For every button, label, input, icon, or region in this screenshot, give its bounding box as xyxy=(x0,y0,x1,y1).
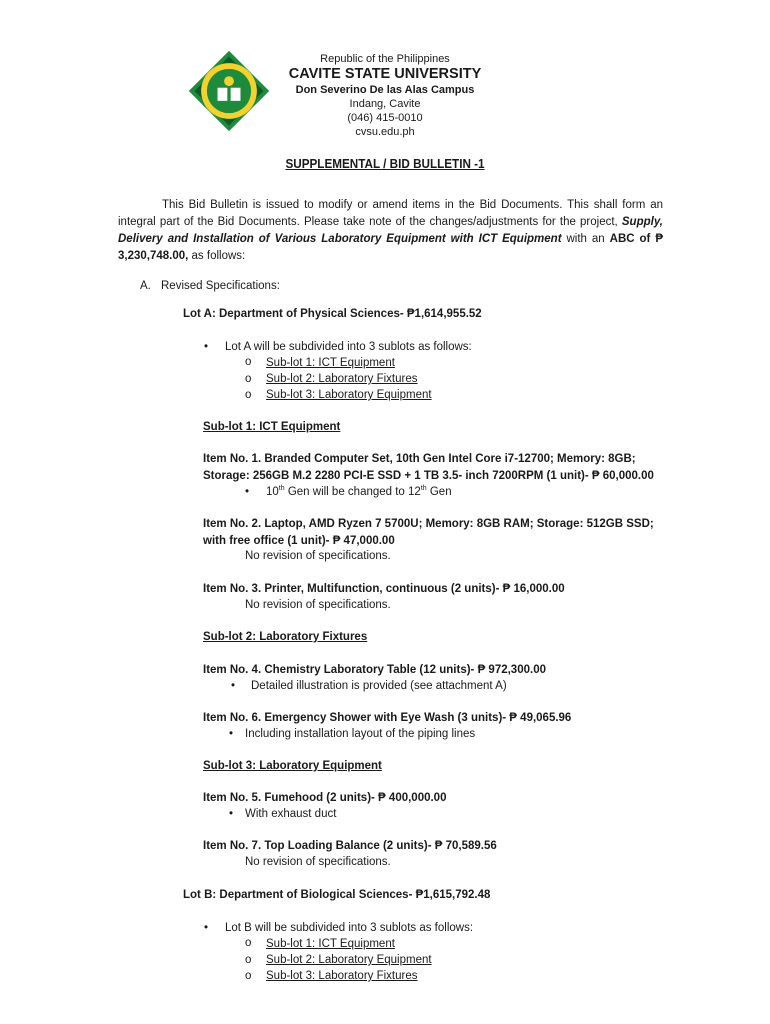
lot-b-bullet: Lot B will be subdivided into 3 sublots as follows: xyxy=(225,922,474,934)
sublot-3-heading: Sub-lot 3: Laboratory Equipment xyxy=(203,760,382,772)
item-1-line-2: Storage: 256GB M.2 2280 PCI-E SSD + 1 TB 3.5- inch 7200RPM (1 unit)- ₱ 60,000.00 xyxy=(203,470,654,482)
item-5: Item No. 5. Fumehood (2 units)- ₱ 400,000.00 xyxy=(203,792,447,804)
item-1-note: 10th Gen will be changed to 12th Gen xyxy=(266,485,452,498)
item-5-note: With exhaust duct xyxy=(245,808,337,820)
sublot-1-heading: Sub-lot 1: ICT Equipment xyxy=(203,421,341,433)
item-6: Item No. 6. Emergency Shower with Eye Wash (3 units)- ₱ 49,065.96 xyxy=(203,712,572,724)
item-2-line-2: with free office (1 unit)- ₱ 47,000.00 xyxy=(203,535,395,547)
item-6-note: Including installation layout of the piping lines xyxy=(245,728,476,740)
project-name: Supply, Delivery and Installation of Various Laboratory Equipment with ICT Equipment xyxy=(118,216,663,245)
circle-bullet-icon: o xyxy=(245,373,252,385)
circle-bullet-icon: o xyxy=(245,389,252,401)
item-3: Item No. 3. Printer, Multifunction, continuous (2 units)- ₱ 16,000.00 xyxy=(203,583,565,595)
document-title: SUPPLEMENTAL / BID BULLETIN -1 xyxy=(285,156,485,171)
intro-text-1: This Bid Bulletin is issued to modify or amend items in the Bid Documents. This shall form an integral part of the Bid Documents. Please take note of the changes/adjustments for the project, xyxy=(118,199,663,228)
lot-b-heading: Lot B: Department of Biological Sciences- ₱1,615,792.48 xyxy=(183,889,491,901)
republic-text: Republic of the Philippines xyxy=(320,53,450,65)
website-text: cvsu.edu.ph xyxy=(355,126,415,138)
circle-bullet-icon: o xyxy=(245,937,252,949)
item-4: Item No. 4. Chemistry Laboratory Table (12 units)- ₱ 972,300.00 xyxy=(203,664,546,676)
intro-paragraph xyxy=(118,197,663,265)
item-2-line-1: Item No. 2. Laptop, AMD Ryzen 7 5700U; Memory: 8GB RAM; Storage: 512GB SSD; xyxy=(203,518,654,530)
lot-b-sublot-1: Sub-lot 1: ICT Equipment xyxy=(266,938,395,950)
bullet-icon: • xyxy=(204,341,209,353)
abc-amount: ABC of ₱ 3,230,748.00, xyxy=(118,233,663,262)
lot-b-sublot-2: Sub-lot 2: Laboratory Equipment xyxy=(266,954,432,966)
sublot-2-heading: Sub-lot 2: Laboratory Fixtures xyxy=(203,631,368,643)
intro-text-2: with an xyxy=(561,233,610,245)
section-a-label: Revised Specifications: xyxy=(161,280,280,292)
bullet-icon: • xyxy=(204,922,209,934)
lot-a-bullet: Lot A will be subdivided into 3 sublots as follows: xyxy=(225,341,472,353)
campus-name: Don Severino De las Alas Campus xyxy=(295,84,475,96)
intro-text-3: as follows: xyxy=(188,250,246,262)
item-3-note: No revision of specifications. xyxy=(245,599,391,611)
lot-a-sublot-1: Sub-lot 1: ICT Equipment xyxy=(266,357,395,369)
university-name: CAVITE STATE UNIVERSITY xyxy=(288,66,482,82)
circle-bullet-icon: o xyxy=(245,356,252,368)
circle-bullet-icon: o xyxy=(245,970,252,982)
item-4-note: Detailed illustration is provided (see attachment A) xyxy=(251,680,507,692)
bullet-icon: • xyxy=(229,728,234,740)
lot-a-sublot-2: Sub-lot 2: Laboratory Fixtures xyxy=(266,373,418,385)
lot-a-heading: Lot A: Department of Physical Sciences- ₱1,614,955.52 xyxy=(183,308,482,320)
circle-bullet-icon: o xyxy=(245,954,252,966)
phone-text: (046) 415-0010 xyxy=(347,112,423,124)
lot-a-sublot-3: Sub-lot 3: Laboratory Equipment xyxy=(266,389,432,401)
bullet-icon: • xyxy=(229,808,234,820)
bullet-icon: • xyxy=(245,486,250,498)
item-7-note: No revision of specifications. xyxy=(245,856,391,868)
lot-b-sublot-3: Sub-lot 3: Laboratory Fixtures xyxy=(266,970,418,982)
item-1-line-1: Item No. 1. Branded Computer Set, 10th Gen Intel Core i7-12700; Memory: 8GB; xyxy=(203,453,636,465)
section-a-marker: A. xyxy=(140,280,151,292)
item-7: Item No. 7. Top Loading Balance (2 units)- ₱ 70,589.56 xyxy=(203,840,497,852)
bullet-icon: • xyxy=(231,680,236,692)
town-text: Indang, Cavite xyxy=(349,98,421,110)
item-2-note: No revision of specifications. xyxy=(245,550,391,562)
